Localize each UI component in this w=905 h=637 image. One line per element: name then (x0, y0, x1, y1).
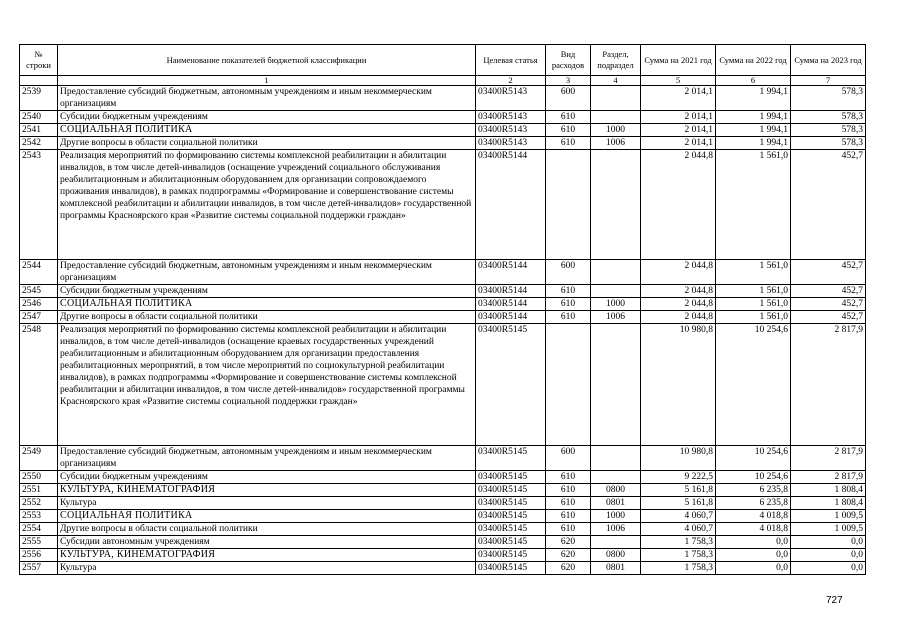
row-section (591, 111, 641, 124)
row-section: 1006 (591, 523, 641, 536)
row-sum-2023: 578,3 (791, 111, 866, 124)
row-sum-2021: 5 161,8 (641, 497, 716, 510)
row-sum-2021: 9 222,5 (641, 471, 716, 484)
table-row (20, 260, 866, 285)
header-expense-type: Вид расходов (546, 45, 591, 76)
row-sum-2022: 10 254,6 (716, 471, 791, 484)
row-sum-2023: 2 817,9 (791, 446, 866, 471)
row-target: 03400R5144 (476, 150, 546, 260)
row-expense-type: 610 (546, 285, 591, 298)
row-expense-type: 600 (546, 86, 591, 111)
row-target: 03400R5145 (476, 510, 546, 523)
row-section (591, 324, 641, 446)
row-sum-2023: 1 009,5 (791, 510, 866, 523)
row-sum-2021: 1 758,3 (641, 536, 716, 549)
row-sum-2023: 1 808,4 (791, 484, 866, 497)
column-number: 6 (716, 76, 791, 86)
row-expense-type: 620 (546, 562, 591, 575)
row-sum-2023: 1 808,4 (791, 497, 866, 510)
row-sum-2022: 1 561,0 (716, 150, 791, 260)
row-name: СОЦИАЛЬНАЯ ПОЛИТИКА (58, 298, 476, 311)
table-body (20, 76, 866, 575)
row-section: 0800 (591, 484, 641, 497)
table-row (20, 497, 866, 510)
row-target: 03400R5145 (476, 536, 546, 549)
row-sum-2021: 2 014,1 (641, 124, 716, 137)
row-sum-2023: 452,7 (791, 285, 866, 298)
row-name: Реализация мероприятий по формированию системы комплексной реабилитации и абилитации инвалидов, в том числе детей-инвалидов (оснащение учреждений социального обслуживания реабилитационным и абилитационным оборудованием для организации сопровождаемого проживания инвалидов), в рамках подпрограммы «Формирование и совершенствование системы комплексной реабилитации и абилитации инвалидов, в том числе детей-инвалидов» государственной программы Красноярского края «Развитие системы социальной поддержки граждан» (58, 150, 476, 260)
row-number: 2549 (20, 446, 58, 471)
row-target: 03400R5145 (476, 562, 546, 575)
row-target: 03400R5143 (476, 111, 546, 124)
row-name: Субсидии бюджетным учреждениям (58, 285, 476, 298)
row-section: 1006 (591, 137, 641, 150)
row-sum-2022: 6 235,8 (716, 484, 791, 497)
row-expense-type: 610 (546, 311, 591, 324)
row-sum-2023: 0,0 (791, 536, 866, 549)
row-sum-2023: 2 817,9 (791, 324, 866, 446)
table-row (20, 124, 866, 137)
row-number: 2547 (20, 311, 58, 324)
header-section: Раздел, подраздел (591, 45, 641, 76)
row-sum-2022: 1 994,1 (716, 137, 791, 150)
table-row (20, 471, 866, 484)
row-name: Культура (58, 497, 476, 510)
table-row (20, 285, 866, 298)
row-sum-2023: 1 009,5 (791, 523, 866, 536)
row-number: 2554 (20, 523, 58, 536)
row-name: Предоставление субсидий бюджетным, автономным учреждениям и иным некоммерческим организациям (58, 86, 476, 111)
row-sum-2023: 0,0 (791, 562, 866, 575)
row-sum-2021: 2 014,1 (641, 137, 716, 150)
row-sum-2022: 1 561,0 (716, 285, 791, 298)
header-sum-2023: Сумма на 2023 год (791, 45, 866, 76)
column-number (20, 76, 58, 86)
row-expense-type: 610 (546, 111, 591, 124)
row-expense-type: 600 (546, 260, 591, 285)
row-number: 2540 (20, 111, 58, 124)
row-target: 03400R5143 (476, 124, 546, 137)
row-number: 2544 (20, 260, 58, 285)
row-expense-type: 610 (546, 298, 591, 311)
row-sum-2021: 2 044,8 (641, 285, 716, 298)
row-section: 1006 (591, 311, 641, 324)
row-name: Культура (58, 562, 476, 575)
row-sum-2021: 2 014,1 (641, 86, 716, 111)
row-sum-2023: 578,3 (791, 137, 866, 150)
row-sum-2021: 4 060,7 (641, 523, 716, 536)
row-target: 03400R5145 (476, 523, 546, 536)
row-number: 2539 (20, 86, 58, 111)
table-row (20, 446, 866, 471)
row-sum-2021: 1 758,3 (641, 562, 716, 575)
table-row (20, 510, 866, 523)
row-sum-2021: 10 980,8 (641, 446, 716, 471)
row-target: 03400R5145 (476, 484, 546, 497)
row-section (591, 285, 641, 298)
header-sum-2022: Сумма на 2022 год (716, 45, 791, 76)
row-target: 03400R5145 (476, 549, 546, 562)
row-sum-2022: 0,0 (716, 536, 791, 549)
table-row (20, 523, 866, 536)
column-number: 7 (791, 76, 866, 86)
table-row (20, 311, 866, 324)
row-number: 2541 (20, 124, 58, 137)
row-number: 2553 (20, 510, 58, 523)
row-sum-2022: 1 994,1 (716, 124, 791, 137)
table-row (20, 298, 866, 311)
row-expense-type: 610 (546, 471, 591, 484)
row-sum-2022: 1 994,1 (716, 111, 791, 124)
column-numbers-row (20, 76, 866, 86)
row-section: 0800 (591, 549, 641, 562)
table-row (20, 86, 866, 111)
row-section (591, 471, 641, 484)
row-sum-2022: 1 561,0 (716, 311, 791, 324)
row-sum-2021: 5 161,8 (641, 484, 716, 497)
row-sum-2022: 1 561,0 (716, 298, 791, 311)
row-sum-2022: 10 254,6 (716, 324, 791, 446)
row-target: 03400R5143 (476, 137, 546, 150)
table-row (20, 536, 866, 549)
row-name: Предоставление субсидий бюджетным, автономным учреждениям и иным некоммерческим организациям (58, 446, 476, 471)
header-name: Наименование показателей бюджетной классификации (58, 45, 476, 76)
row-sum-2022: 1 994,1 (716, 86, 791, 111)
row-target: 03400R5145 (476, 471, 546, 484)
row-sum-2023: 2 817,9 (791, 471, 866, 484)
header-target: Целевая статья (476, 45, 546, 76)
row-name: Реализация мероприятий по формированию системы комплексной реабилитации и абилитации инвалидов, в том числе детей-инвалидов (оснащение краевых государственных учреждений реабилитационным и абилитационным оборудованием для организации предоставления реабилитационных мероприятий, в том числе мероприятий по социокультурной реабилитации инвалидов), в рамках подпрограммы «Формирование и совершенствование системы комплексной реабилитации и абилитации инвалидов, в том числе детей-инвалидов» государственной программы Красноярского края «Развитие системы социальной поддержки граждан» (58, 324, 476, 446)
row-sum-2021: 10 980,8 (641, 324, 716, 446)
row-name: КУЛЬТУРА, КИНЕМАТОГРАФИЯ (58, 549, 476, 562)
row-target: 03400R5144 (476, 311, 546, 324)
row-sum-2021: 2 044,8 (641, 311, 716, 324)
row-target: 03400R5145 (476, 497, 546, 510)
row-number: 2545 (20, 285, 58, 298)
column-number: 4 (591, 76, 641, 86)
row-sum-2023: 452,7 (791, 260, 866, 285)
row-number: 2555 (20, 536, 58, 549)
column-number: 1 (58, 76, 476, 86)
row-sum-2022: 0,0 (716, 562, 791, 575)
row-sum-2021: 1 758,3 (641, 549, 716, 562)
row-sum-2023: 0,0 (791, 549, 866, 562)
row-section: 1000 (591, 510, 641, 523)
page-number: 727 (826, 595, 843, 606)
row-sum-2022: 1 561,0 (716, 260, 791, 285)
table-row (20, 549, 866, 562)
column-number: 5 (641, 76, 716, 86)
table-row (20, 111, 866, 124)
row-expense-type: 610 (546, 124, 591, 137)
row-sum-2022: 6 235,8 (716, 497, 791, 510)
row-name: Субсидии автономным учреждениям (58, 536, 476, 549)
row-sum-2022: 0,0 (716, 549, 791, 562)
row-section: 0801 (591, 562, 641, 575)
row-section: 0801 (591, 497, 641, 510)
row-section (591, 536, 641, 549)
table-row (20, 562, 866, 575)
row-sum-2023: 452,7 (791, 150, 866, 260)
row-name: КУЛЬТУРА, КИНЕМАТОГРАФИЯ (58, 484, 476, 497)
row-sum-2022: 4 018,8 (716, 510, 791, 523)
row-number: 2543 (20, 150, 58, 260)
column-number: 2 (476, 76, 546, 86)
row-target: 03400R5144 (476, 298, 546, 311)
row-expense-type: 600 (546, 446, 591, 471)
row-sum-2021: 2 044,8 (641, 260, 716, 285)
row-name: СОЦИАЛЬНАЯ ПОЛИТИКА (58, 124, 476, 137)
row-expense-type: 610 (546, 523, 591, 536)
row-section: 1000 (591, 124, 641, 137)
row-section (591, 150, 641, 260)
table-row (20, 137, 866, 150)
row-target: 03400R5144 (476, 260, 546, 285)
row-sum-2022: 10 254,6 (716, 446, 791, 471)
table-row (20, 484, 866, 497)
row-target: 03400R5143 (476, 86, 546, 111)
table-header (20, 45, 866, 76)
row-sum-2023: 452,7 (791, 298, 866, 311)
row-sum-2021: 2 014,1 (641, 111, 716, 124)
row-expense-type: 610 (546, 137, 591, 150)
row-sum-2023: 578,3 (791, 86, 866, 111)
budget-table (19, 44, 866, 575)
row-target: 03400R5145 (476, 324, 546, 446)
budget-table-sheet (19, 44, 865, 575)
row-number: 2556 (20, 549, 58, 562)
row-section: 1000 (591, 298, 641, 311)
row-expense-type (546, 324, 591, 446)
row-name: Предоставление субсидий бюджетным, автономным учреждениям и иным некоммерческим организациям (58, 260, 476, 285)
row-sum-2023: 452,7 (791, 311, 866, 324)
row-name: Субсидии бюджетным учреждениям (58, 471, 476, 484)
row-section (591, 260, 641, 285)
row-number: 2548 (20, 324, 58, 446)
row-number: 2552 (20, 497, 58, 510)
row-expense-type: 610 (546, 510, 591, 523)
row-expense-type: 620 (546, 536, 591, 549)
row-target: 03400R5144 (476, 285, 546, 298)
row-sum-2022: 4 018,8 (716, 523, 791, 536)
row-expense-type (546, 150, 591, 260)
row-section (591, 86, 641, 111)
header-row-no: № строки (20, 45, 58, 76)
row-number: 2557 (20, 562, 58, 575)
row-number: 2542 (20, 137, 58, 150)
row-expense-type: 610 (546, 484, 591, 497)
row-name: СОЦИАЛЬНАЯ ПОЛИТИКА (58, 510, 476, 523)
row-name: Другие вопросы в области социальной политики (58, 523, 476, 536)
row-sum-2021: 4 060,7 (641, 510, 716, 523)
table-row (20, 150, 866, 260)
header-sum-2021: Сумма на 2021 год (641, 45, 716, 76)
row-target: 03400R5145 (476, 446, 546, 471)
row-name: Другие вопросы в области социальной политики (58, 311, 476, 324)
row-section (591, 446, 641, 471)
row-name: Другие вопросы в области социальной политики (58, 137, 476, 150)
column-number: 3 (546, 76, 591, 86)
row-number: 2546 (20, 298, 58, 311)
row-sum-2021: 2 044,8 (641, 298, 716, 311)
row-name: Субсидии бюджетным учреждениям (58, 111, 476, 124)
row-sum-2023: 578,3 (791, 124, 866, 137)
row-number: 2551 (20, 484, 58, 497)
row-number: 2550 (20, 471, 58, 484)
row-sum-2021: 2 044,8 (641, 150, 716, 260)
row-expense-type: 620 (546, 549, 591, 562)
table-row (20, 324, 866, 446)
row-expense-type: 610 (546, 497, 591, 510)
